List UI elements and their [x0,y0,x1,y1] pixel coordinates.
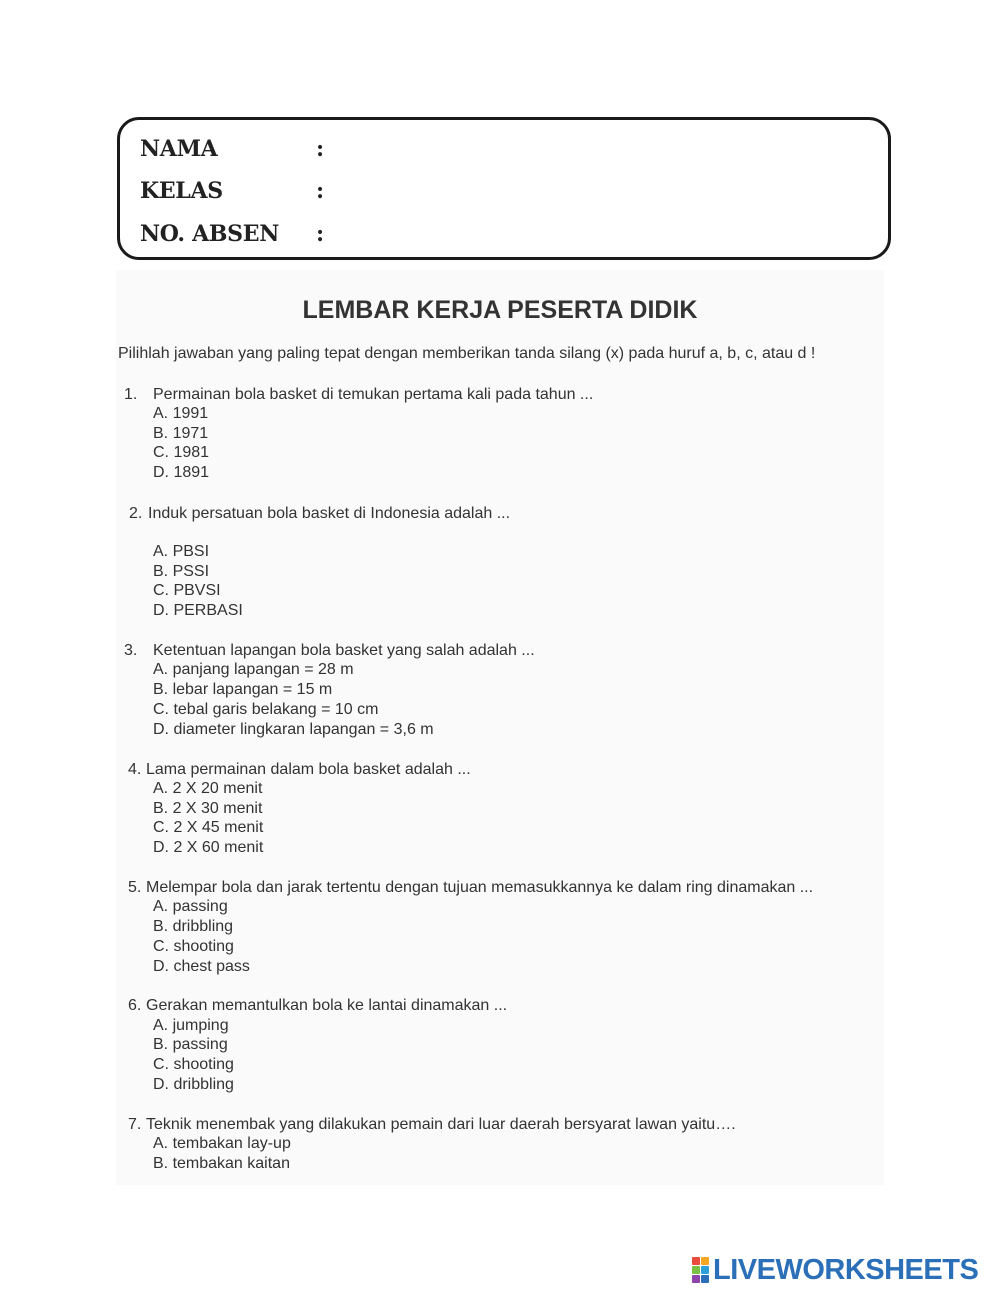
question-1-option-d[interactable]: D. 1891 [153,464,210,481]
question-7-option-a[interactable]: A. tembakan lay-up [153,1135,291,1152]
question-4-number: 4. [128,761,142,778]
question-6-number: 6. [128,997,142,1014]
question-1-option-b[interactable]: B. 1971 [153,425,209,442]
question-4-option-b[interactable]: B. 2 X 30 menit [153,800,263,817]
question-4-option-a[interactable]: A. 2 X 20 menit [153,780,263,797]
question-2-option-c[interactable]: C. PBVSI [153,582,221,599]
question-5-text: Melempar bola dan jarak tertentu dengan tujuan memasukkannya ke dalam ring dinamakan ... [146,879,814,896]
question-6-option-c[interactable]: C. shooting [153,1056,234,1073]
question-2-option-d[interactable]: D. PERBASI [153,602,243,619]
question-5-option-b[interactable]: B. dribbling [153,918,234,935]
question-3-option-b[interactable]: B. lebar lapangan = 15 m [153,681,333,698]
question-2-option-b[interactable]: B. PSSI [153,563,210,580]
absence-number-colon: : [316,221,324,247]
absence-number-label: NO. ABSEN [140,221,280,247]
question-7-option-b[interactable]: B. tembakan kaitan [153,1155,290,1172]
question-2-text: Induk persatuan bola basket di Indonesia adalah ... [148,505,511,522]
question-3-option-a[interactable]: A. panjang lapangan = 28 m [153,661,354,678]
question-1-option-c[interactable]: C. 1981 [153,444,210,461]
class-colon: : [316,178,324,204]
worksheet-title: LEMBAR KERJA PESERTA DIDIK [302,296,698,324]
question-3-text: Ketentuan lapangan bola basket yang salah adalah ... [153,642,535,659]
question-4-option-c[interactable]: C. 2 X 45 menit [153,819,264,836]
instruction-text: Pilihlah jawaban yang paling tepat dengan memberikan tanda silang (x) pada huruf a, b, c, atau d ! [118,345,816,362]
question-1-option-a[interactable]: A. 1991 [153,405,209,422]
question-6-option-a[interactable]: A. jumping [153,1017,229,1034]
question-4-option-d[interactable]: D. 2 X 60 menit [153,839,264,856]
question-5-option-a[interactable]: A. passing [153,898,228,915]
question-6-text: Gerakan memantulkan bola ke lantai dinamakan ... [146,997,508,1014]
liveworksheets-logo-icon [692,1257,709,1283]
question-7-number: 7. [128,1116,142,1133]
class-label: KELAS [140,178,223,204]
name-label: NAMA [140,136,218,162]
question-5-number: 5. [128,879,142,896]
question-4-text: Lama permainan dalam bola basket adalah ... [146,761,471,778]
question-7-text: Teknik menembak yang dilakukan pemain dari luar daerah bersyarat lawan yaitu…. [146,1116,736,1133]
question-3-number: 3. [124,642,138,659]
student-identity-box [117,117,891,260]
question-3-option-c[interactable]: C. tebal garis belakang = 10 cm [153,701,379,718]
question-5-option-c[interactable]: C. shooting [153,938,234,955]
liveworksheets-logo[interactable] [692,1255,978,1285]
liveworksheets-logo-text: LIVEWORKSHEETS [713,1253,979,1286]
question-2-option-a[interactable]: A. PBSI [153,543,210,560]
question-5-option-d[interactable]: D. chest pass [153,958,250,975]
question-2-number: 2. [129,505,143,522]
question-1-text: Permainan bola basket di temukan pertama kali pada tahun ... [153,386,594,403]
question-1-number: 1. [124,386,138,403]
name-colon: : [316,136,324,162]
question-6-option-d[interactable]: D. dribbling [153,1076,234,1093]
question-3-option-d[interactable]: D. diameter lingkaran lapangan = 3,6 m [153,721,434,738]
question-6-option-b[interactable]: B. passing [153,1036,228,1053]
